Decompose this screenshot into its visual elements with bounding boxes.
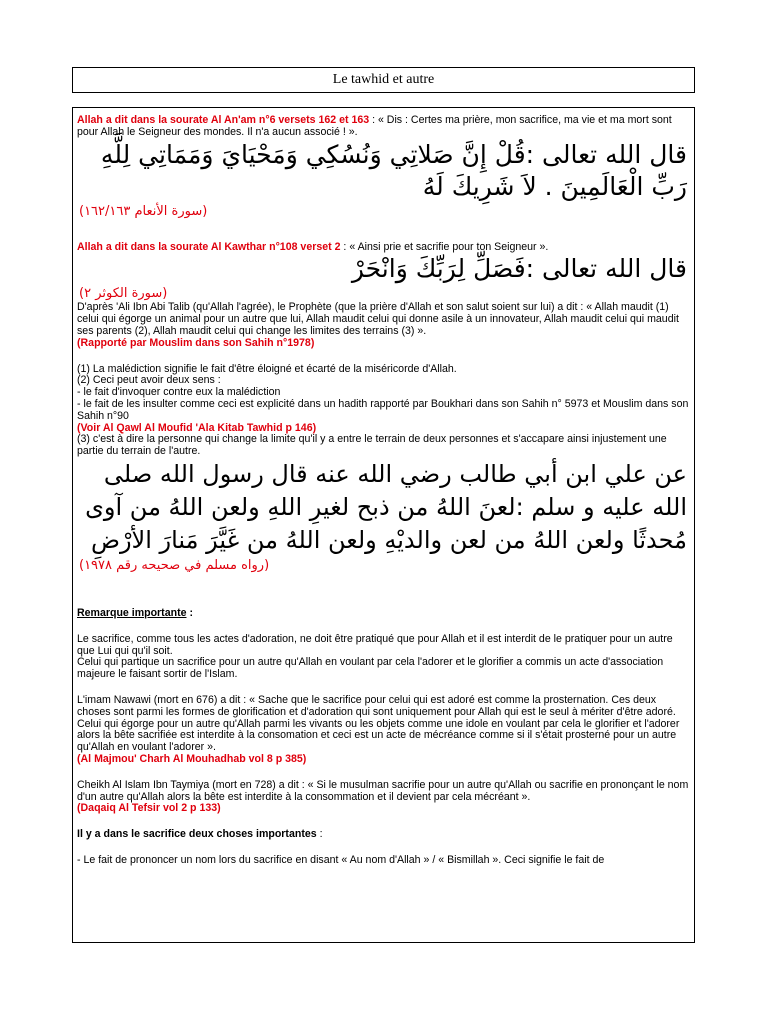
hadith-text: D'après 'Ali Ibn Abi Talib (qu'Allah l'agrée), le Prophète (que la prière d'Allah et son salut soient sur lui) a dit : « Allah maudit (1) celui qui égorge un animal pour un autre que lui, Allah maudit celui qui donne asile à un innovateur, Allah maudit celui qui maudit ses parents (2), Allah maudit celui qui change les limites des terrains (3) ». [77,301,679,337]
verse-intro-kawthar: Allah a dit dans la sourate Al Kawthar n°108 verset 2 : « Ainsi prie et sacrifie pour ton Seigneur ». [77,240,549,253]
notes-ref: (Voir Al Qawl Al Moufid 'Ala Kitab Tawhid p 146) [77,421,317,434]
arabic-ref-kawthar: (سورة الكوثر ٢) [79,286,168,302]
note-2b: - le fait de les insulter comme ceci est explicité dans un hadith rapporté par Boukhari dans son Sahih n° 5973 et Mouslim dans son Sahih n°90 [77,397,689,422]
remarque-paragraph-4: Celui qui égorge pour un autre qu'Allah parmi les vivants ou les objets comme une idole en voulant par cela le glorifier et l'adorer alors la bête sacrifiée est interdite à la consomation et ceci est un acte de mécréance comme si il s'était prosterné pour un autre qu'Allah en voulant l'adorer ». [77,717,680,754]
remarque-paragraph-5: Cheikh Al Islam Ibn Taymiya (mort en 728) a dit : « Si le musulman sacrifie pour un autre qu'Allah ou sacrifie en prononçant le nom d'un autre qu'Allah alors la bête est interdite à la consommation et il devient par cela mécréant ». [77,778,689,803]
page-title: Le tawhid et autre [72,67,695,93]
hadith-ref: (Rapporté par Mouslim dans son Sahih n°1978) [77,336,315,349]
deux-choses-paragraph-1: - Le fait de prononcer un nom lors du sacrifice en disant « Au nom d'Allah » / « Bismillah ». Ceci signifie le fait de [77,853,605,866]
note-2a: - le fait d'invoquer contre eux la malédiction [77,386,281,399]
verse-ref-anam: Allah a dit dans la sourate Al An'am n°6 versets 162 et 163 [77,114,370,126]
arabic-hadith: عن علي ابن أبي طالب رضي الله عنه قال رسول الله صلى الله عليه و سلم :لعنَ اللهُ من ذبح لغيرِ اللهِ ولعن اللهُ من آوى مُحدثًا ولعن اللهُ من لعن والديْهِ ولعن اللهُ من غَيَّرَ مَنارَ الأرْضِ [85,459,687,554]
verse-ref-kawthar: Allah a dit dans la sourate Al Kawthar n°108 verset 2 [77,240,341,253]
arabic-ref-anam: (سورة الأنعام ١٦٢/١٦٣) [79,203,208,219]
remarque-paragraph-3: L'imam Nawawi (mort en 676) a dit : « Sache que le sacrifice pour celui qui est adoré est comme la prosternation. Ces deux choses sont parmi les formes de glorification et d'adoration qui sont uniquement pour Allah qui est le seul à mériter d'être adoré. [77,693,676,718]
deux-choses-heading: Il y a dans le sacrifice deux choses importantes : [77,828,323,841]
remarque-paragraph-1: Le sacrifice, comme tous les actes d'adoration, ne doit être pratiqué que pour Allah et il est interdit de le pratiquer pour un autre que Lui qui qu'il soit. [77,632,673,657]
arabic-verse-kawthar: قال الله تعالى :فَصَلِّ لِرَبِّكَ وَانْحَرْ [351,254,687,284]
arabic-verse-anam: قال الله تعالى :قُلْ إِنَّ صَلاتِي وَنُسُكِي وَمَحْيَايَ وَمَمَاتِي لِلَّهِ رَبِّ الْعَالَمِينَ . لاَ شَرِيكَ لَهُ [100,139,687,201]
remarque-heading: Remarque importante : [77,606,193,619]
note-3: (3) c'est à dire la personne qui change la limite qu'il y a entre le terrain de deux personnes et s'accapare ainsi injustement une partie du terrain de l'autre. [77,433,667,458]
document-content [72,107,695,943]
remarque-ref-1: (Al Majmou' Charh Al Mouhadhab vol 8 p 385) [77,752,307,765]
remarque-ref-2: (Daqaiq Al Tefsir vol 2 p 133) [77,802,221,815]
note-2: (2) Ceci peut avoir deux sens : [77,374,221,387]
remarque-paragraph-2: Celui qui partique un sacrifice pour un autre qu'Allah en voulant par cela l'adorer et le glorifier a commis un acte d'association majeure le faisant sortir de l'Islam. [77,656,664,681]
note-1: (1) La malédiction signifie le fait d'être éloigné et écarté de la miséricorde d'Allah. [77,362,457,375]
arabic-hadith-ref: (رواه مسلم في صحيحه رقم ١٩٧٨) [79,557,270,573]
verse-intro-anam: Allah a dit dans la sourate Al An'am n°6 versets 162 et 163 : « Dis : Certes ma prière, mon sacrifice, ma vie et ma mort sont pour Allah le Seigneur des mondes. Il n'a aucun associé ! ». [77,114,672,138]
